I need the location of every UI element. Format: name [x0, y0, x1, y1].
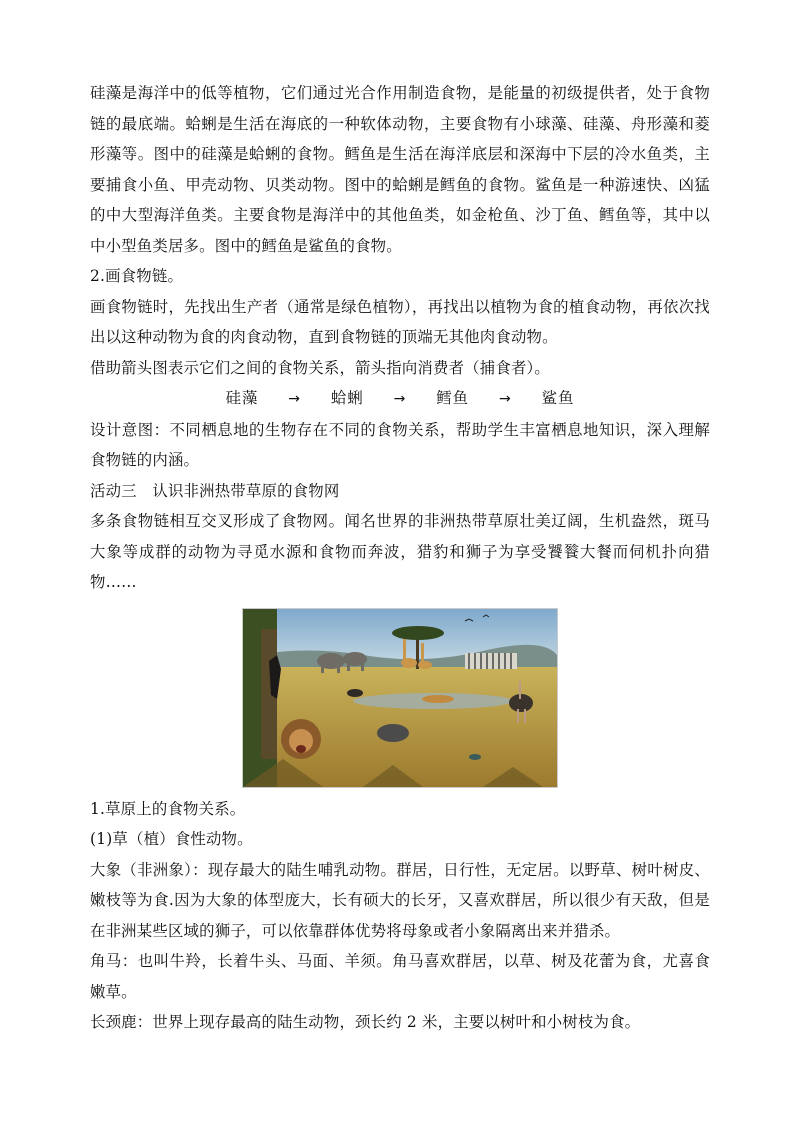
badger — [347, 689, 363, 697]
paragraph-diatom-food-chain: 硅藻是海洋中的低等植物，它们通过光合作用制造食物，是能量的初级提供者，处于食物链的最底端。蛤蜊是生活在海底的一种软体动物，主要食物有小球藻、硅藻、舟形藻和菱形藻等。图中的硅藻是蛤蜊的食物。鳕鱼是生活在海洋底层和深海中下层的冷水鱼类，主要捕食小鱼、甲壳动物、贝类动物。图中的蛤蜊是鳕鱼的食物。鲨鱼是一种游速快、凶猛的中大型海洋鱼类。主要食物是海洋中的其他鱼类，如金枪鱼、沙丁鱼、鳕鱼等，其中以中小型鱼类居多。图中的鳕鱼是鲨鱼的食物。 — [90, 84, 710, 255]
paragraph-giraffe: 长颈鹿：世界上现存最高的陆生动物，颈长约 2 米，主要以树叶和小树枝为食。 — [90, 1013, 641, 1031]
heading-activity-three: 活动三 认识非洲热带草原的食物网 — [90, 481, 340, 500]
cheetah — [422, 695, 454, 703]
chain-arrow-2: → — [393, 391, 407, 407]
paragraph-design-intent: 设计意图：不同栖息地的生物存在不同的食物关系，帮助学生丰富栖息地知识，深入理解食物链的内涵。 — [90, 420, 710, 469]
paragraph-elephant: 大象（非洲象）：现存最大的陆生哺乳动物。群居，日行性，无定居。以野草、树叶树皮、嫩枝等为食.因为大象的体型庞大，长有硕大的长牙，又喜欢群居，所以很少有天敌，但是在非洲某些区域的狮子，可以依靠群体优势将母象或者小象隔离出来并猎杀。 — [90, 860, 710, 940]
savanna-illustration — [242, 608, 558, 788]
chain-node-clam: 蛤蜊 — [330, 389, 364, 407]
food-chain-diagram — [90, 383, 710, 415]
paragraph-arrow-notation: 借助箭头图表示它们之间的食物关系，箭头指向消费者（捕食者）。 — [90, 358, 551, 377]
small-bird — [469, 754, 481, 760]
chain-node-cod: 鳕鱼 — [436, 389, 470, 407]
heading-food-relations: 1.草原上的食物关系。 — [90, 799, 246, 818]
zebra-herd — [465, 653, 517, 669]
savanna-scene — [243, 609, 557, 787]
chain-arrow-1: → — [288, 391, 302, 407]
lion — [281, 719, 321, 759]
document-page — [90, 78, 710, 1038]
chain-node-diatom: 硅藻 — [225, 389, 259, 407]
heading-herbivores: (1)草（植）食性动物。 — [90, 830, 253, 848]
heading-draw-food-chain: 2.画食物链。 — [90, 267, 184, 285]
paragraph-wildebeest: 角马：也叫牛羚，长着牛头、马面、羊须。角马喜欢群居，以草、树及花蕾为食，尤喜食嫩草。 — [90, 952, 710, 1001]
paragraph-food-web-intro: 多条食物链相互交叉形成了食物网。闻名世界的非洲热带草原壮美辽阔，生机盎然，斑马大象等成群的动物为寻觅水源和食物而奔波，猎豹和狮子为享受饕餮大餐而伺机扑向猎物…… — [90, 512, 710, 591]
buffalo — [377, 724, 409, 742]
acacia-canopy — [392, 626, 444, 640]
chain-node-shark: 鲨鱼 — [541, 389, 575, 407]
paragraph-how-to-draw: 画食物链时，先找出生产者（通常是绿色植物），再找出以植物为食的植食动物，再依次找出以这种动物为食的肉食动物，直到食物链的顶端无其他肉食动物。 — [90, 297, 710, 346]
chain-arrow-3: → — [498, 391, 512, 407]
